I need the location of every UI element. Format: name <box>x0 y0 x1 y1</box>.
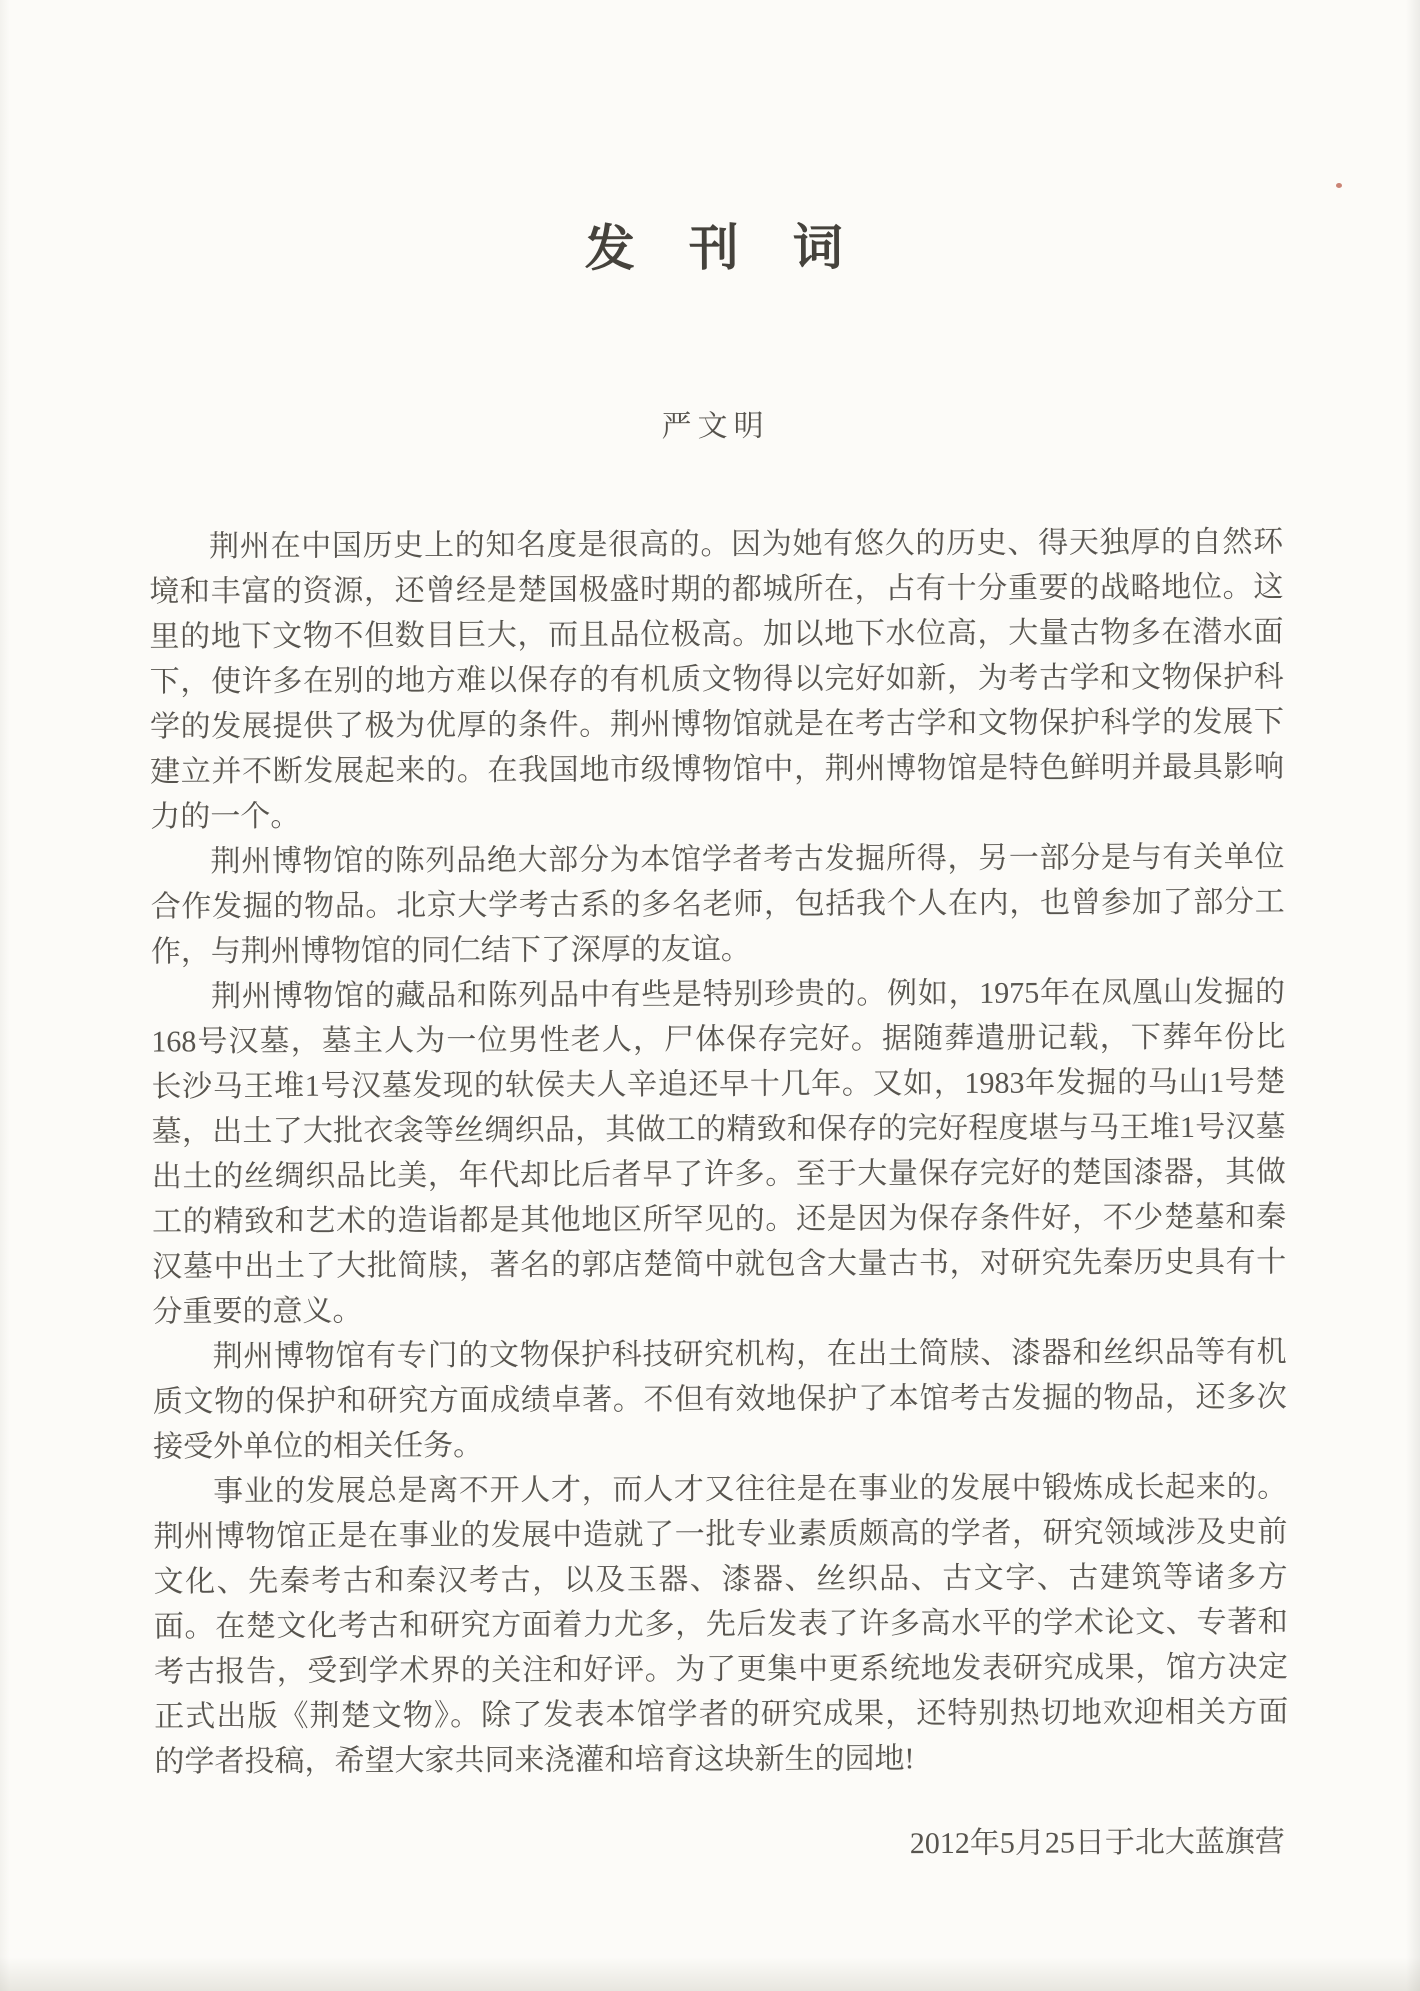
text-line: 学的发展提供了极为优厚的条件。荆州博物馆就是在考古学和文物保护科学的发展下 <box>149 705 1284 744</box>
text-line: 荆州博物馆有专门的文物保护科技研究机构，在出土简牍、漆器和丝织品等有机 <box>212 1335 1287 1374</box>
text-line: 作，与荆州博物馆的同仁结下了深厚的友谊。 <box>150 932 751 969</box>
text-line: 境和丰富的资源，还曾经是楚国极盛时期的都城所在，占有十分重要的战略地位。这 <box>149 570 1284 609</box>
paragraph <box>153 1465 1288 1785</box>
text-line: 事业的发展总是离不开人才，而人才又往往是在事业的发展中锻炼成长起来的。 <box>213 1470 1288 1509</box>
text-line: 荆州博物馆的藏品和陈列品中有些是特别珍贵的。例如，1975年在凤凰山发掘的 <box>211 975 1286 1014</box>
text-line: 建立并不断发展起来的。在我国地市级博物馆中，荆州博物馆是特色鲜明并最具影响 <box>150 750 1285 789</box>
page-content <box>147 0 1289 1869</box>
author-name: 严文明 <box>661 409 770 444</box>
page-edge-shadow-right <box>1406 0 1420 1991</box>
text-line: 的学者投稿，希望大家共同来浇灌和培育这块新生的园地! <box>154 1742 915 1779</box>
text-line: 力的一个。 <box>150 799 301 834</box>
text-line: 工的精致和艺术的造诣都是其他地区所罕见的。还是因为保存条件好，不少楚墓和秦 <box>151 1200 1287 1239</box>
text-line: 合作发掘的物品。北京大学考古系的多名老师，包括我个人在内，也曾参加了部分工 <box>150 885 1285 924</box>
text-line: 分重要的意义。 <box>152 1294 363 1329</box>
text-line: 质文物的保护和研究方面成绩卓著。不但有效地保护了本馆考古发掘的物品，还多次 <box>152 1380 1287 1419</box>
text-line: 正式出版《荆楚文物》。除了发表本馆学者的研究成果，还特别热切地欢迎相关方面 <box>154 1695 1289 1734</box>
paragraph <box>149 520 1284 840</box>
dateline: 2012年5月25日于北大蓝旗营 <box>909 1825 1285 1861</box>
text-line: 里的地下文物不但数目巨大，而且品位极高。加以地下水位高，大量古物多在潜水面 <box>149 615 1284 654</box>
text-line: 墓，出土了大批衣衾等丝绸织品，其做工的精致和保存的完好程度堪与马王堆1号汉墓 <box>151 1110 1286 1149</box>
paragraph <box>150 835 1285 975</box>
text-line: 长沙马王堆1号汉墓发现的轪侯夫人辛追还早十几年。又如，1983年发掘的马山1号楚 <box>151 1065 1286 1104</box>
text-line: 文化、先秦考古和秦汉考古，以及玉器、漆器、丝织品、古文字、古建筑等诸多方 <box>153 1560 1288 1599</box>
text-line: 荆州博物馆正是在事业的发展中造就了一批专业素质颇高的学者，研究领域涉及史前 <box>153 1515 1288 1554</box>
text-line: 荆州博物馆的陈列品绝大部分为本馆学者考古发掘所得，另一部分是与有关单位 <box>210 840 1285 879</box>
text-line: 汉墓中出土了大批简牍，著名的郭店楚简中就包含大量古书，对研究先秦历史具有十 <box>152 1245 1287 1284</box>
page-title: 发 刊 词 <box>584 219 845 277</box>
text-line: 下，使许多在别的地方难以保存的有机质文物得以完好如新，为考古学和文物保护科 <box>149 660 1284 699</box>
text-line: 接受外单位的相关任务。 <box>152 1429 484 1464</box>
text-line: 面。在楚文化考古和研究方面着力尤多，先后发表了许多高水平的学术论文、专著和 <box>153 1605 1288 1644</box>
body-text <box>149 520 1288 1785</box>
paragraph <box>151 970 1287 1335</box>
paragraph <box>153 1330 1288 1470</box>
text-line: 168号汉墓，墓主人为一位男性老人，尸体保存完好。据随葬遣册记载，下葬年份比 <box>151 1020 1286 1059</box>
page-edge-shadow-left <box>0 0 10 1991</box>
text-line: 考古报告，受到学术界的关注和好评。为了更集中更系统地发表研究成果，馆方决定 <box>153 1650 1289 1689</box>
page-edge-shadow-bottom <box>0 1957 1420 1991</box>
text-line: 荆州在中国历史上的知名度是很高的。因为她有悠久的历史、得天独厚的自然环 <box>209 525 1284 564</box>
scan-speck <box>1336 183 1342 188</box>
text-line: 出土的丝绸织品比美，年代却比后者早了许多。至于大量保存完好的楚国漆器，其做 <box>151 1155 1286 1194</box>
